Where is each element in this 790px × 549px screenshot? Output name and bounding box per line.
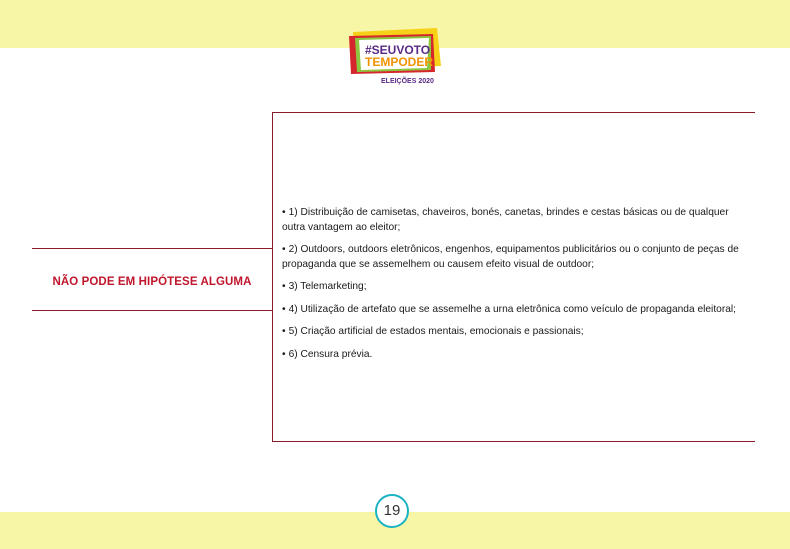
list-item: • 5) Criação artificial de estados mentais, emocionais e passionais; <box>282 326 584 337</box>
left-divider-top <box>32 248 272 249</box>
list-item: • 2) Outdoors, outdoors eletrônicos, engenhos, equipamentos publicitários ou o conjunto de peças de propaganda que se assemelhem ou causem efeito visual de outdoor; <box>282 244 739 270</box>
left-divider-bottom <box>32 310 272 311</box>
page-number: 19 <box>375 494 409 528</box>
seu-voto-tem-poder-logo <box>345 26 445 88</box>
list-item: • 1) Distribuição de camisetas, chaveiros, bonés, canetas, brindes e cestas básicas ou de qualquer outra vantagem ao eleitor; <box>282 207 729 233</box>
list-item: • 6) Censura prévia. <box>282 348 373 360</box>
logo-line2: TEMPODER <box>365 55 434 69</box>
section-label: NÃO PODE EM HIPÓTESE ALGUMA <box>52 276 252 288</box>
logo-line1: #SEUVOTO <box>365 43 431 57</box>
list-item: • 4) Utilização de artefato que se assemelhe a urna eletrônica como veículo de propaganda eleitoral; <box>282 303 736 315</box>
logo-line3: ELEIÇÕES 2020 <box>381 78 434 85</box>
list-item: • 3) Telemarketing; <box>282 281 367 292</box>
prohibited-list <box>282 206 752 370</box>
